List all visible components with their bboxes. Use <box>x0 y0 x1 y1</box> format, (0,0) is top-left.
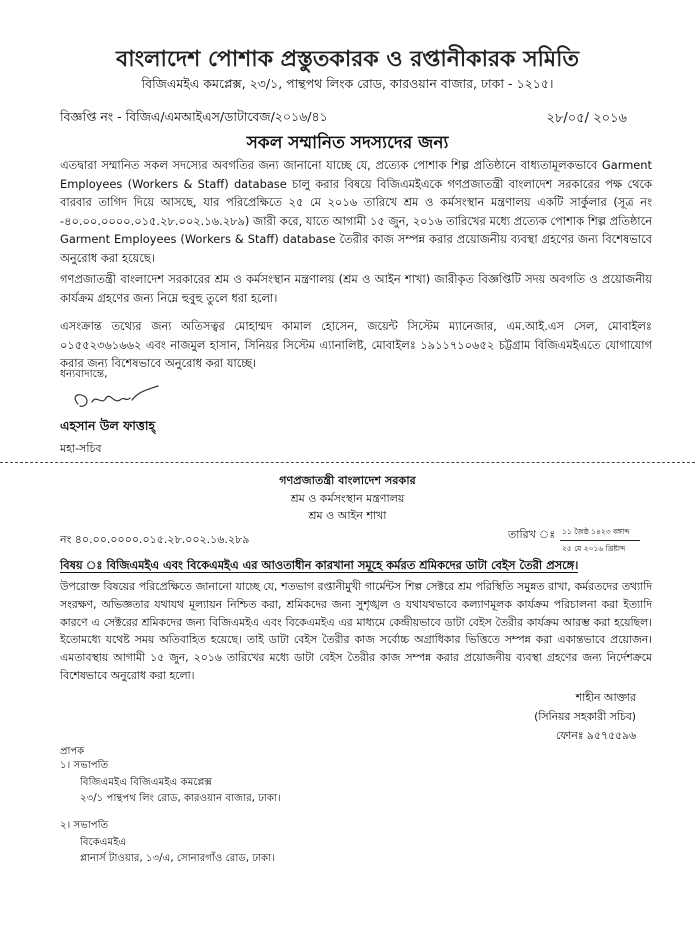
recipient-item <box>60 818 275 868</box>
signer-name: এহসান উল ফাত্তাহ্ <box>60 418 156 433</box>
branch-name: শ্রম ও আইন শাখা <box>308 509 387 522</box>
circular-signer-phone: ফোনঃ ৯৫৭৫৫৯৬ <box>555 729 636 742</box>
circular-signer-title: (সিনিয়র সহকারী সচিব) <box>534 710 636 723</box>
recipient-address: ২৩/১ পান্থপথ লিং রোড, কারওয়ান বাজার, ঢাকা। <box>80 793 281 804</box>
notice-title: সকল সম্মানিত সদস্যদের জন্য <box>246 133 449 153</box>
circular-subject-text: বিষয় ঃ বিজিএমইএ এবং বিকেএমইএ এর আওতাধীন কারখানা সমূহে কর্মরত শ্রমিকদের ডাটা বেইস তৈরী প্রসঙ্গে। <box>60 558 579 572</box>
notice-paragraph-3: এসংক্রান্ত তথ্যের জন্য অতিসত্বর মোহাম্মদ কামাল হোসেন, জয়েন্ট সিস্টেম ম্যানেজার, এম.আই.এস সেল, মোবাইলঃ ০১৫৫২৩৬১৬৬২ এবং নাজমুল হাসান, সিনিয়র সিস্টেম এ্যানালিষ্ট, মোবাইলঃ ১৯১১৭১০৬৫২ চট্টগ্রাম বিজিএমইএতে যোগাযোগ করার জন্য বিশেষভাবে অনুরোধ করা যাচ্ছে। <box>60 319 652 371</box>
notice-paragraph-2: গণপ্রজাতন্ত্রী বাংলাদেশ সরকারের শ্রম ও কর্মসংস্থান মন্ত্রণালয় (শ্রম ও আইন শাখা) জারীকৃত বিজ্ঞপ্তিটি সদয় অবগতি ও প্রয়োজনীয় কার্যক্রম গ্রহণের জন্য নিম্নে হুবুহু তুলে ধরা হলো। <box>60 272 652 305</box>
organization-address: বিজিএমইএ কমপ্লেক্স, ২৩/১, পান্থপথ লিংক রোড, কারওয়ান বাজার, ঢাকা - ১২১৫। <box>141 76 554 91</box>
signer-title: মহা-সচিব <box>60 442 102 455</box>
recipient-org: বিকেএমইএ <box>80 836 127 848</box>
section-divider <box>0 462 695 463</box>
recipient-number: ১। সভাপতি <box>60 760 109 771</box>
notice-reference: বিজ্ঞপ্তি নং - বিজিএ/এমআইএস/ডাটাবেজ/২০১৬/৪১ <box>60 109 328 124</box>
circular-reference: নং ৪০.০০.০০০০.০১৫.২৮.০০২.১৬.২৮৯ <box>60 533 250 546</box>
recipient-org: বিজিএমইএ বিজিএমইএ কমপ্লেক্স <box>80 776 212 788</box>
circular-date-gregorian: ২৫ মে ২০১৬ খ্রিষ্টাব্দ <box>562 544 626 553</box>
closing-thanks: ধন্যবাদান্তে, <box>60 368 108 380</box>
government-name: গণপ্রজাতন্ত্রী বাংলাদেশ সরকার <box>279 474 416 487</box>
date-divider <box>560 540 640 541</box>
circular-subject <box>60 557 670 576</box>
organization-name: বাংলাদেশ পোশাক প্রস্তুতকারক ও রপ্তানীকারক সমিতি <box>116 47 579 72</box>
circular-signer-name: শাহীন আক্তার <box>575 691 636 704</box>
recipient-address: প্লানার্স টাওয়ার, ১৩/এ, সোনারগাঁও রোড, ঢাকা। <box>80 853 275 864</box>
circular-date-label: তারিখ ঃ <box>508 528 556 541</box>
circular-body: উপরোক্ত বিষয়ের পরিপ্রেক্ষিতে জানানো যাচ্ছে যে, শতভাগ রপ্তানীমুখী গার্মেন্টস শিল্প সেক্টরে শ্রম পরিস্থিতি সমুন্নত রাখা, কর্মরতদের তথ্যাদি সংরক্ষণ, অভিজ্ঞতার যথাযথ মূল্যায়ন নিশ্চিত করা, শ্রমিকদের জন্য সুশৃঙ্খল ও যথাযথভাবে কল্যাণমূলক কার্যক্রম পরিচালনা করা ইত্যাদি কারণে এ সেক্টরের শ্রমিকদের জন্য বিজিএমইএ এবং বিকেএমইএ এর মাধ্যমে কেন্দ্রীয়ভাবে ডাটা বেইস তৈরীর কার্যক্রম আরম্ভ করা হয়েছিল। ইতোমধ্যে যথেষ্ট সময় অতিবাহিত হয়েছে। তাই ডাটা বেইস তৈরীর কাজ সর্বোচ্চ অগ্রাধিকার ভিত্তিতে সম্পন্ন করা একান্তভাবে প্রয়োজন। এমতাবস্থায় আগামী ১৫ জুন, ২০১৬ তারিখের মধ্যে ডাটা বেইস তৈরীর কাজ সম্পন্ন করার প্রয়োজনীয় ব্যবস্থা গ্রহণের জন্য নির্দেশক্রমে বিশেষভাবে অনুরোধ করা হলো। <box>60 580 652 682</box>
handwritten-signature <box>66 380 176 416</box>
ministry-name: শ্রম ও কর্মসংস্থান মন্ত্রণালয় <box>290 492 405 505</box>
recipient-number: ২। সভাপতি <box>60 820 109 831</box>
recipient-item <box>60 758 281 808</box>
recipients-label: প্রাপক <box>60 746 85 757</box>
notice-date: ২৮/০৫/ ২০১৬ <box>546 111 627 126</box>
circular-date-bangla: ১১ জৈষ্ঠ ১৪২৩ বঙ্গাব্দ <box>562 527 630 536</box>
notice-paragraph-1: এতদ্বারা সম্মানিত সকল সদস্যের অবগতির জন্য জানানো যাচ্ছে যে, প্রত্যেক পোশাক শিল্প প্রতিষ্ঠানে বাধ্যতামূলকভাবে Garment Employees (Workers & Staff) database চালু করার বিষয়ে বিজিএমইএকে গণপ্রজাতন্ত্রী বাংলাদেশ সরকারের পক্ষ থেকে বারবার তাগিদ দিয়ে আসছে, যার পরিপ্রেক্ষিতে ২৫ মে ২০১৬ তারিখে শ্রম ও কর্মসংস্থান মন্ত্রণালয় একটি সার্কুলার (সূত্র নং -৪০.০০.০০০০.০১৫.২৮.০০২.১৬.২৮৯) জারী করে, যাতে আগামী ১৫ জুন, ২০১৬ তারিখের মধ্যে প্রত্যেক পোশাক শিল্প প্রতিষ্ঠানে Garment Employees (Workers & Staff) database তৈরীর কাজ সম্পন্ন করার প্রয়োজনীয় ব্যবস্থা গ্রহণের জন্য বিশেষভাবে অনুরোধ করা হয়েছে। <box>60 158 652 265</box>
